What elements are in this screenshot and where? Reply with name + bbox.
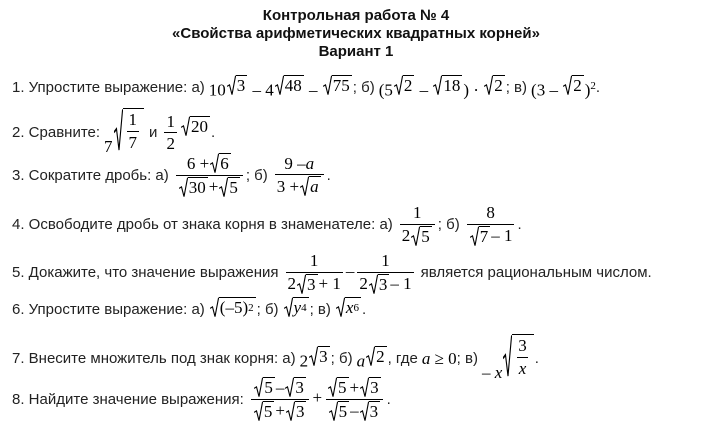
task-7b-expression: a 2: [356, 346, 385, 371]
task-4: [12, 203, 522, 246]
task-2-and: и: [149, 124, 158, 142]
task-1a-expression: 10 3 – 4 48 – 75: [208, 76, 350, 100]
task-2-first-expression: 7 $\frac{1}{7}$: [104, 108, 145, 157]
task-7-sep-b: ; б): [330, 350, 353, 368]
task-6b-expression: y 4: [283, 297, 310, 323]
task-6: [12, 297, 366, 323]
task-4b-expression: 8 7 – 1: [464, 203, 518, 246]
task-1: [12, 75, 600, 101]
task-8-end: .: [386, 390, 391, 408]
task-7v-expression: – x $\frac{3}{x}$: [482, 334, 535, 383]
task-4a-expression: 1 2 5: [397, 203, 438, 246]
task-6-sep-b: ; б): [256, 301, 279, 319]
task-5: [12, 251, 652, 294]
task-7-cond: , где: [387, 350, 418, 368]
task-1-label: 1. Упростите выражение: а): [12, 79, 205, 97]
task-8: [12, 377, 391, 421]
task-2-second-expression: $\frac{1}{2}$ 20: [166, 111, 208, 154]
page-title: Контрольная работа № 4: [262, 7, 450, 24]
task-3: [12, 153, 331, 197]
task-8-expression: 5 – 3 5 + 3 + 5 + 3 5 – 3: [248, 377, 387, 421]
task-3-label: 3. Сократите дробь: а): [12, 166, 169, 184]
task-5-label: 5. Докажите, что значение выражения: [12, 264, 279, 282]
page-subtitle: «Свойства арифметических квадратных корней»: [172, 25, 540, 42]
task-6-end: .: [361, 301, 367, 319]
task-7-label: 7. Внесите множитель под знак корня: а): [12, 350, 296, 368]
task-8-label: 8. Найдите значение выражения:: [12, 390, 244, 408]
task-5-tail: является рациональным числом.: [420, 264, 652, 282]
task-1-end: .: [595, 79, 601, 97]
task-4-label: 4. Освободите дробь от знака корня в знаменателе: а): [12, 216, 393, 234]
task-4-sep-b: ; б): [437, 216, 460, 234]
task-6a-expression: (–5) 2: [209, 297, 257, 323]
task-2-label: 2. Сравните:: [12, 124, 101, 142]
task-2: [12, 108, 215, 157]
task-1-sep-v: ; в): [505, 79, 528, 97]
task-1b-expression: (5 2 – 18 ) · 2: [378, 76, 503, 100]
task-6-sep-v: ; в): [309, 301, 331, 319]
task-4-end: .: [517, 216, 522, 234]
task-2-end: .: [210, 124, 216, 142]
task-6v-expression: x 6: [335, 297, 362, 323]
task-7-end: .: [534, 350, 539, 368]
variant-label: Вариант 1: [318, 43, 394, 60]
task-1-sep-b: ; б): [352, 79, 375, 97]
task-3a-expression: 6 + 6 30 + 5: [173, 153, 246, 197]
task-3-sep-b: ; б): [245, 166, 268, 184]
task-3b-expression: 9 – a 3 + a: [272, 154, 327, 197]
task-6-label: 6. Упростите выражение: а): [12, 301, 205, 319]
task-7a-expression: 2 3: [299, 346, 328, 371]
task-7-sep-v: ; в): [456, 350, 478, 368]
task-7-condition: a ≥ 0: [421, 348, 457, 368]
task-3-end: .: [326, 166, 331, 184]
task-1v-expression: (3 – 2 )$^2$: [531, 76, 596, 100]
task-7: [12, 334, 539, 383]
task-5-expression: 1 2 3 + 1 – 1 2 3 – 1: [287, 251, 412, 294]
